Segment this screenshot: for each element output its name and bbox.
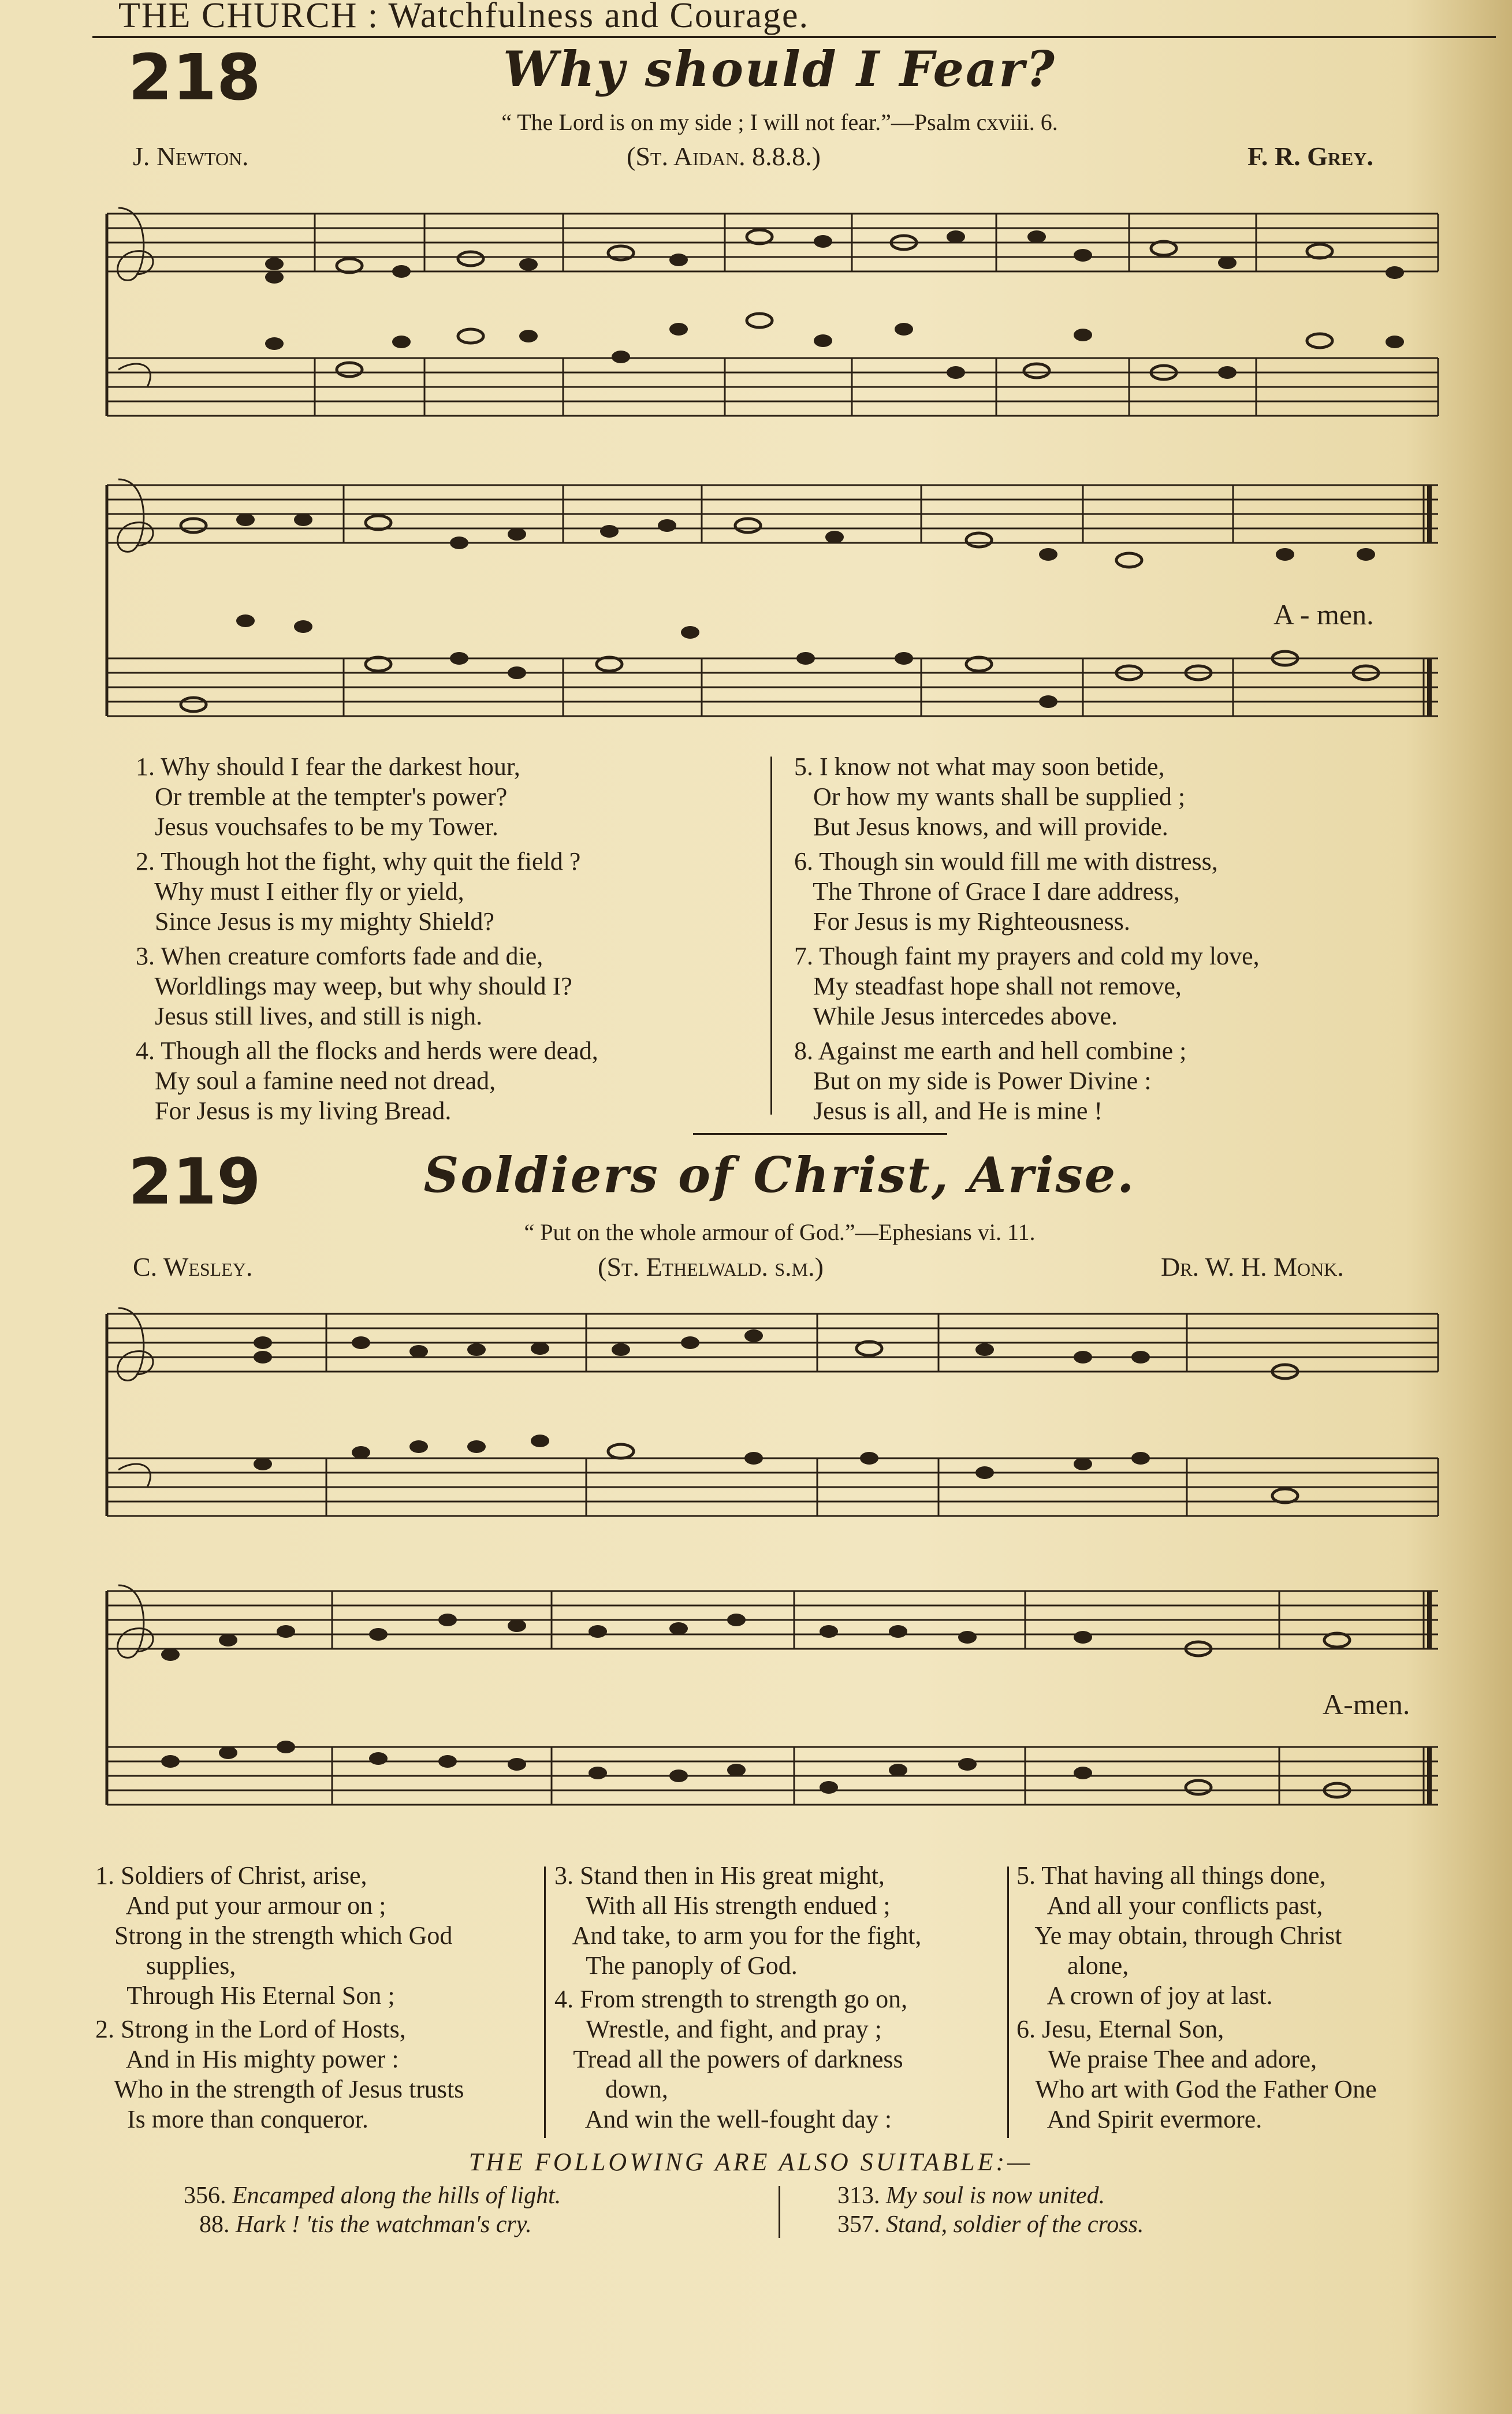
verse-line: And in His mighty power :: [95, 2045, 399, 2073]
also-suitable-heading: THE FOLLOWING ARE ALSO SUITABLE:—: [468, 2148, 1033, 2176]
verses-column-3: [1016, 1861, 1479, 2138]
column-divider: [779, 2186, 780, 2238]
verses-left-column: [136, 752, 759, 1131]
verse-stanza: [136, 1036, 759, 1126]
verse-stanza: [554, 1984, 1005, 2134]
verse-line: Or tremble at the tempter's power?: [136, 783, 508, 811]
verse-line: The panoply of God.: [554, 1951, 798, 1980]
verse-line: 4. Though all the flocks and herds were dead,: [136, 1037, 598, 1065]
verse-stanza: [136, 847, 759, 937]
verses-column-2: [554, 1861, 1005, 2138]
column-divider: [770, 757, 772, 1115]
verse-stanza: [1016, 1861, 1479, 2011]
verse-line: Worldlings may weep, but why should I?: [136, 972, 572, 1000]
hymn-title: Why should I Fear?: [503, 40, 1056, 98]
hymn-tune: (St. Ethelwald. s.m.): [598, 1252, 824, 1281]
also-suitable-item[interactable]: 88. Hark ! 'tis the watchman's cry.: [199, 2211, 532, 2238]
verse-line: But on my side is Power Divine :: [794, 1067, 1152, 1095]
verse-stanza: [794, 1036, 1458, 1126]
verse-line: Jesus still lives, and still is nigh.: [136, 1002, 483, 1030]
verse-line: 3. When creature comforts fade and die,: [136, 942, 543, 970]
verse-stanza: [1016, 2014, 1479, 2134]
verse-line: 3. Stand then in His great might,: [554, 1861, 885, 1890]
verse-line: My soul a famine need not dread,: [136, 1067, 496, 1095]
verse-line: Ye may obtain, through Christ: [1016, 1921, 1342, 1950]
verse-line: Since Jesus is my mighty Shield?: [136, 907, 494, 936]
verse-line: 4. From strength to strength go on,: [554, 1985, 908, 2013]
verse-line: Strong in the strength which God: [95, 1921, 453, 1950]
verse-line: Jesus is all, and He is mine !: [794, 1097, 1103, 1125]
verse-line: 1. Why should I fear the darkest hour,: [136, 752, 520, 781]
verse-line: Why must I either fly or yield,: [136, 877, 464, 906]
verse-line: For Jesus is my living Bread.: [136, 1097, 452, 1125]
column-divider: [544, 1867, 546, 2138]
music-system-4: [101, 1574, 1444, 1851]
verse-line: 2. Strong in the Lord of Hosts,: [95, 2015, 406, 2043]
hymn-number: 218: [128, 40, 261, 114]
verse-stanza: [794, 752, 1458, 842]
verse-line: The Throne of Grace I dare address,: [794, 877, 1180, 906]
music-system-2: [101, 474, 1444, 745]
verses-right-column: [794, 752, 1458, 1131]
verses-column-1: [95, 1861, 546, 2138]
verse-line: 5. I know not what may soon betide,: [794, 752, 1165, 781]
hymn-epigraph: “ Put on the whole armour of God.”—Ephesians vi. 11.: [524, 1219, 1036, 1245]
verse-stanza: [136, 752, 759, 842]
hymn-separator: [693, 1133, 947, 1135]
head-rule: [92, 36, 1496, 38]
amen-label: A-men.: [1323, 1688, 1410, 1720]
verse-line: A crown of joy at last.: [1016, 1981, 1273, 2010]
hymn-epigraph: “ The Lord is on my side ; I will not fear.”—Psalm cxviii. 6.: [501, 109, 1058, 135]
verse-line: My steadfast hope shall not remove,: [794, 972, 1182, 1000]
verse-stanza: [95, 1861, 546, 2011]
verse-line: Tread all the powers of darkness: [554, 2045, 903, 2073]
verse-line: 2. Though hot the fight, why quit the field ?: [136, 847, 581, 876]
verse-line: While Jesus intercedes above.: [794, 1002, 1118, 1030]
verse-line: Who in the strength of Jesus trusts: [95, 2075, 464, 2103]
verse-line: Jesus vouchsafes to be my Tower.: [136, 813, 498, 841]
music-system-1: [101, 173, 1444, 474]
verse-line: Through His Eternal Son ;: [95, 1981, 395, 2010]
verse-line: alone,: [1016, 1951, 1129, 1980]
hymn-composer: Dr. W. H. Monk.: [1161, 1252, 1344, 1281]
verse-line: We praise Thee and adore,: [1016, 2045, 1317, 2073]
also-suitable-item[interactable]: 356. Encamped along the hills of light.: [184, 2182, 561, 2209]
verse-line: And all your conflicts past,: [1016, 1891, 1323, 1920]
verse-stanza: [794, 941, 1458, 1031]
verse-line: 7. Though faint my prayers and cold my love,: [794, 942, 1260, 970]
verse-line: Or how my wants shall be supplied ;: [794, 783, 1186, 811]
verse-line: 6. Though sin would fill me with distress,: [794, 847, 1218, 876]
hymn-title: Soldiers of Christ, Arise.: [423, 1146, 1136, 1204]
verse-line: But Jesus knows, and will provide.: [794, 813, 1168, 841]
verse-line: Wrestle, and fight, and pray ;: [554, 2015, 882, 2043]
hymn-author: C. Wesley.: [133, 1252, 253, 1281]
hymn-composer: F. R. Grey.: [1247, 141, 1373, 171]
column-divider: [1007, 1867, 1009, 2138]
verse-line: 5. That having all things done,: [1016, 1861, 1326, 1890]
verse-line: Is more than conqueror.: [95, 2105, 368, 2133]
verse-line: 8. Against me earth and hell combine ;: [794, 1037, 1187, 1065]
verse-line: And Spirit evermore.: [1016, 2105, 1263, 2133]
running-head: THE CHURCH : Watchfulness and Courage.: [118, 0, 810, 35]
verse-line: 6. Jesu, Eternal Son,: [1016, 2015, 1224, 2043]
also-suitable-item[interactable]: 313. My soul is now united.: [837, 2182, 1105, 2209]
verse-line: For Jesus is my Righteousness.: [794, 907, 1130, 936]
verse-line: And put your armour on ;: [95, 1891, 386, 1920]
verse-line: supplies,: [95, 1951, 236, 1980]
amen-label: A - men.: [1273, 598, 1374, 631]
verse-line: down,: [554, 2075, 668, 2103]
verse-line: With all His strength endued ;: [554, 1891, 891, 1920]
music-system-3: [101, 1285, 1444, 1574]
hymn-tune: (St. Aidan. 8.8.8.): [627, 141, 821, 171]
verse-line: Who art with God the Father One: [1016, 2075, 1377, 2103]
hymn-number: 219: [128, 1145, 261, 1219]
verse-stanza: [95, 2014, 546, 2134]
verse-stanza: [794, 847, 1458, 937]
verse-line: 1. Soldiers of Christ, arise,: [95, 1861, 367, 1890]
verse-line: And take, to arm you for the fight,: [554, 1921, 922, 1950]
verse-line: And win the well-fought day :: [554, 2105, 892, 2133]
hymn-author: J. Newton.: [133, 141, 249, 171]
also-suitable-item[interactable]: 357. Stand, soldier of the cross.: [837, 2211, 1144, 2238]
verse-stanza: [554, 1861, 1005, 1981]
verse-stanza: [136, 941, 759, 1031]
